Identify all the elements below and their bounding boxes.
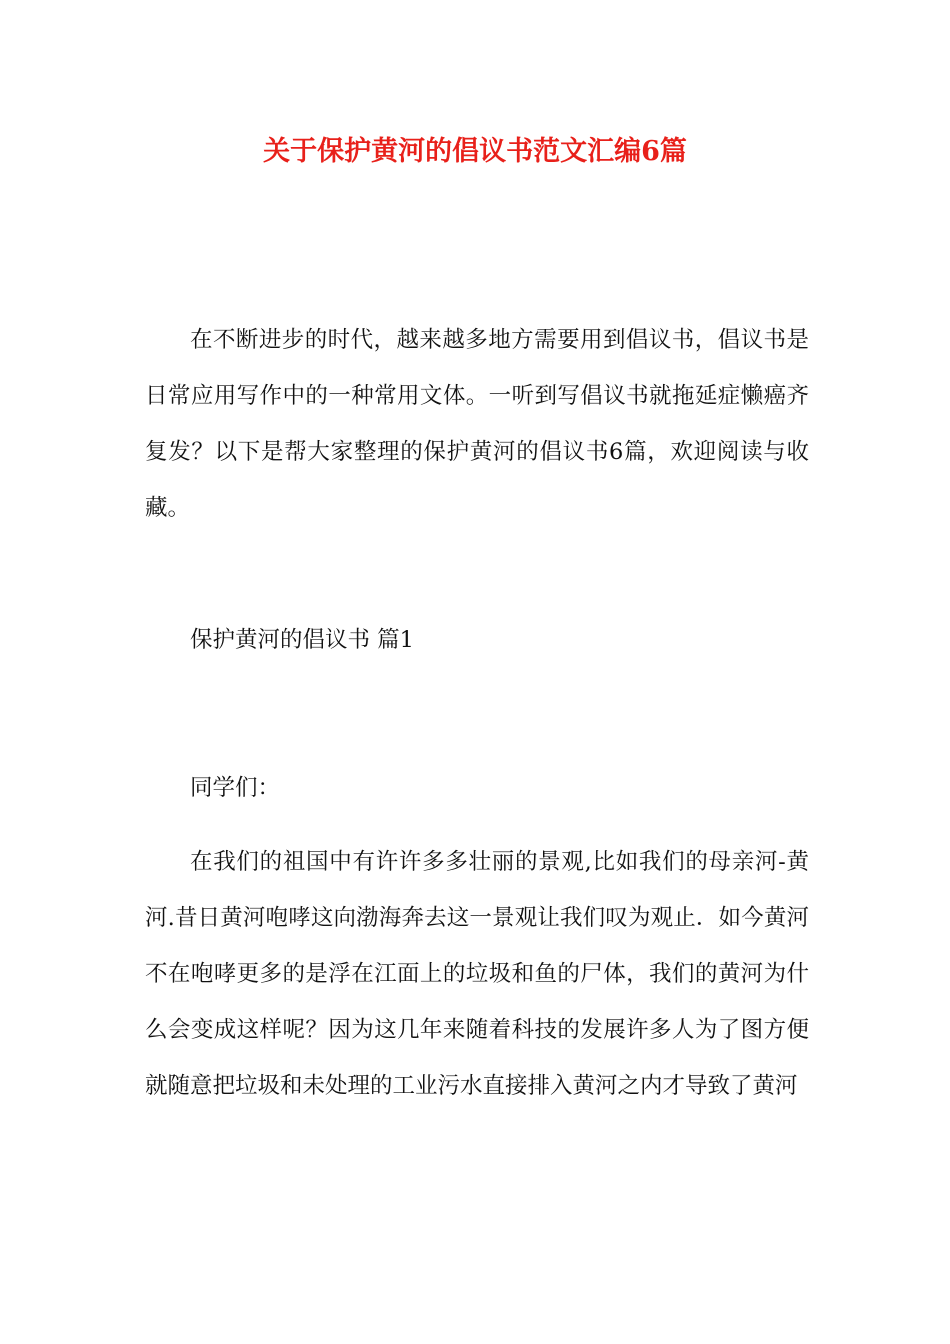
- body-paragraph: 在我们的祖国中有许许多多壮丽的景观,比如我们的母亲河-黄河.昔日黄河咆哮这向渤海奔去这一景观让我们叹为观止．如今黄河不在咆哮更多的是浮在江面上的垃圾和鱼的尸体，我们的黄河为什么会变成这样呢？因为这几年来随着科技的发展许多人为了图方便就随意把垃圾和未处理的工业污水直接排入黄河之内才导致了黄河: [145, 849, 809, 1099]
- intro-paragraph: 在不断进步的时代，越来越多地方需要用到倡议书，倡议书是日常应用写作中的一种常用文体。一听到写倡议书就拖延症懒癌齐复发？以下是帮大家整理的保护黄河的倡议书6篇，欢迎阅读与收藏。: [145, 327, 809, 521]
- section-heading: 保护黄河的倡议书 篇1: [190, 627, 414, 653]
- document-title: 关于保护黄河的倡议书范文汇编6篇: [263, 136, 687, 167]
- salutation: 同学们：: [190, 775, 281, 801]
